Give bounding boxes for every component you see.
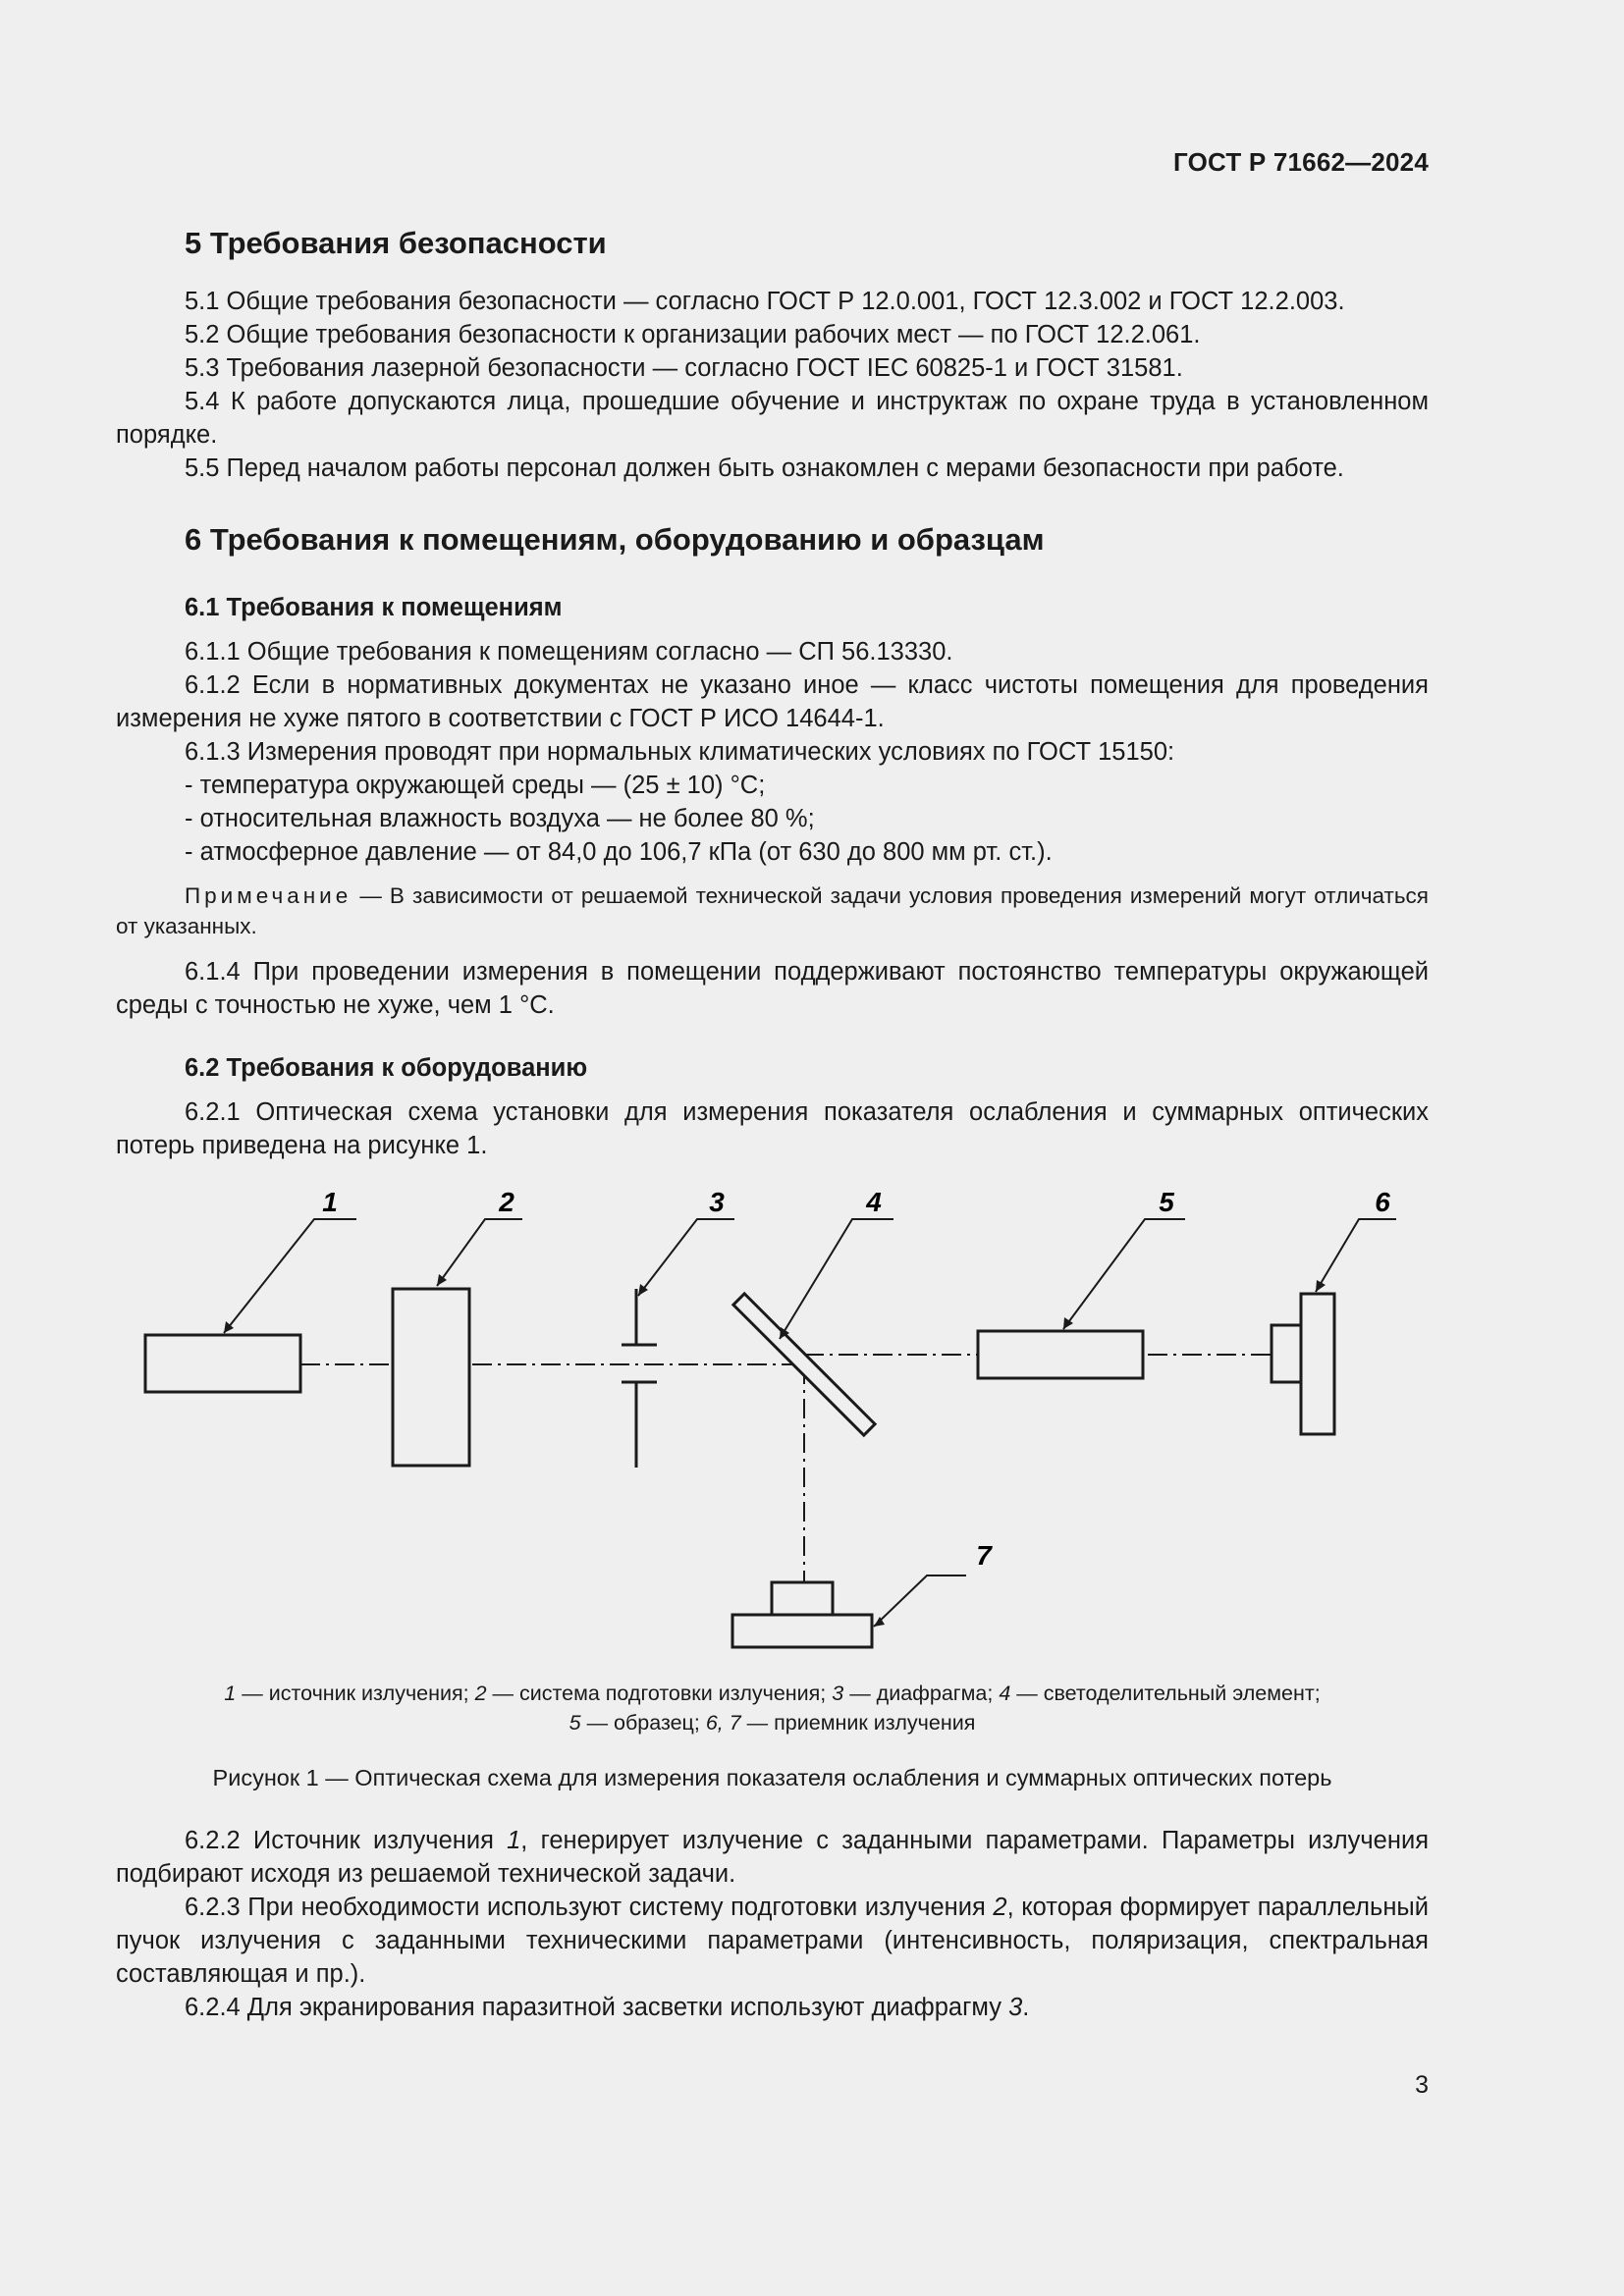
- legend-num: 6, 7: [705, 1711, 741, 1735]
- legend-num: 3: [832, 1682, 844, 1705]
- ref-number: 1: [507, 1827, 521, 1854]
- figure-label-1: 1: [322, 1187, 338, 1217]
- figure-label-7: 7: [976, 1540, 992, 1571]
- list-item-humidity: - относительная влажность воздуха — не более 80 %;: [185, 805, 815, 832]
- note-label: Примечание: [185, 883, 352, 908]
- leader-line-3: [638, 1219, 734, 1296]
- paragraph-6-1-3: 6.1.3 Измерения проводят при нормальных климатических условиях по ГОСТ 15150:: [185, 738, 1175, 766]
- document-body: [116, 224, 1429, 2024]
- section-6-title: 6 Требования к помещениям, оборудованию и образцам: [185, 522, 1045, 557]
- legend-text: — система подготовки излучения;: [486, 1682, 833, 1705]
- receiver-7-element: [732, 1582, 872, 1647]
- paragraph-5-5: 5.5 Перед началом работы персонал должен быть ознакомлен с мерами безопасности при работе.: [185, 454, 1344, 482]
- paragraph-6-1-1: 6.1.1 Общие требования к помещениям согласно — СП 56.13330.: [185, 638, 953, 666]
- paragraph-5-4: 5.4 К работе допускаются лица, прошедшие обучение и инструктаж по охране труда в установленном порядке.: [116, 388, 1429, 449]
- ref-number: 2: [993, 1894, 1007, 1921]
- document-code: ГОСТ Р 71662—2024: [1173, 147, 1429, 177]
- leader-line-1: [224, 1219, 356, 1333]
- diaphragm-element: [622, 1289, 657, 1468]
- optical-scheme-diagram: [116, 1168, 1429, 1679]
- figure-legend-line-2: [116, 1708, 1429, 1737]
- legend-num: 4: [999, 1682, 1011, 1705]
- leader-line-2: [437, 1219, 522, 1286]
- figure-legend-line-1: [116, 1679, 1429, 1708]
- text-run: 6.2.2 Источник излучения: [185, 1827, 508, 1854]
- leader-line-6: [1316, 1219, 1396, 1292]
- leader-line-4: [780, 1219, 893, 1339]
- ref-number: 3: [1008, 1994, 1023, 2021]
- paragraph-6-2-4: [116, 1991, 1429, 2024]
- legend-text: — образец;: [580, 1711, 706, 1735]
- legend-num: 5: [568, 1711, 581, 1735]
- paragraph-6-2-3: [116, 1891, 1429, 1991]
- paragraph-6-1-2: 6.1.2 Если в нормативных документах не указано иное — класс чистоты помещения для проведения измерения не хуже пятого в соответствии с ГОСТ Р ИСО 14644-1.: [116, 671, 1429, 732]
- paragraph-6-2-2: [116, 1824, 1429, 1891]
- paragraph-6-1-4: 6.1.4 При проведении измерения в помещении поддерживают постоянство температуры окружающей среды с точностью не хуже, чем 1 °С.: [116, 958, 1429, 1019]
- paragraph-5-2: 5.2 Общие требования безопасности к организации рабочих мест — по ГОСТ 12.2.061.: [185, 321, 1201, 348]
- text-run: .: [1022, 1994, 1030, 2021]
- receiver-6-element: [1272, 1294, 1334, 1434]
- sample-element: [978, 1331, 1143, 1378]
- leader-line-7: [874, 1575, 966, 1627]
- section-5-title: 5 Требования безопасности: [185, 226, 607, 260]
- figure-label-3: 3: [709, 1187, 725, 1217]
- paragraph-5-1: 5.1 Общие требования безопасности — согласно ГОСТ Р 12.0.001, ГОСТ 12.3.002 и ГОСТ 12.2.003.: [185, 288, 1345, 315]
- legend-text: — светоделительный элемент;: [1010, 1682, 1321, 1705]
- text-run: 6.2.4 Для экранирования паразитной засветки используют диафрагму: [185, 1994, 1009, 2021]
- paragraph-5-3: 5.3 Требования лазерной безопасности — согласно ГОСТ IEC 60825-1 и ГОСТ 31581.: [185, 354, 1183, 382]
- legend-num: 2: [474, 1682, 487, 1705]
- text-run: , которая формирует параллельный пучок излучения с заданными техническими параметрами (интенсивность, поляризация, спектральная составляющая и пр.).: [116, 1894, 1429, 1988]
- radiation-source-element: [145, 1335, 300, 1392]
- paragraph-6-2-1: 6.2.1 Оптическая схема установки для измерения показателя ослабления и суммарных оптических потерь приведена на рисунке 1.: [116, 1098, 1429, 1159]
- figure-label-6: 6: [1375, 1187, 1390, 1217]
- figure-label-2: 2: [499, 1187, 514, 1217]
- figure-label-5: 5: [1159, 1187, 1174, 1217]
- figure-label-4: 4: [866, 1187, 882, 1217]
- text-run: 6.2.3 При необходимости используют систему подготовки излучения: [185, 1894, 994, 1921]
- figure-caption: Рисунок 1 — Оптическая схема для измерения показателя ослабления и суммарных оптических потерь: [212, 1765, 1332, 1790]
- legend-num: 1: [224, 1682, 237, 1705]
- subsection-6-2-title: 6.2 Требования к оборудованию: [185, 1054, 588, 1082]
- text-run: , генерирует излучение с заданными параметрами. Параметры излучения подбирают исходя из решаемой технической задачи.: [116, 1827, 1429, 1888]
- optical-scheme-figure: [116, 1168, 1429, 1747]
- legend-text: — приемник излучения: [740, 1711, 976, 1735]
- list-item-temperature: - температура окружающей среды — (25 ± 10) °С;: [185, 772, 766, 799]
- note-text: — В зависимости от решаемой технической задачи условия проведения измерений могут отличаться от указанных.: [116, 883, 1429, 938]
- legend-text: — источник излучения;: [236, 1682, 475, 1705]
- note: [116, 881, 1429, 941]
- subsection-6-1-title: 6.1 Требования к помещениям: [185, 594, 563, 621]
- page-number: 3: [1415, 2071, 1429, 2099]
- leader-line-5: [1063, 1219, 1185, 1329]
- radiation-preparation-element: [393, 1289, 469, 1466]
- list-item-pressure: - атмосферное давление — от 84,0 до 106,7 кПа (от 630 до 800 мм рт. ст.).: [185, 838, 1053, 866]
- legend-text: — диафрагма;: [843, 1682, 1000, 1705]
